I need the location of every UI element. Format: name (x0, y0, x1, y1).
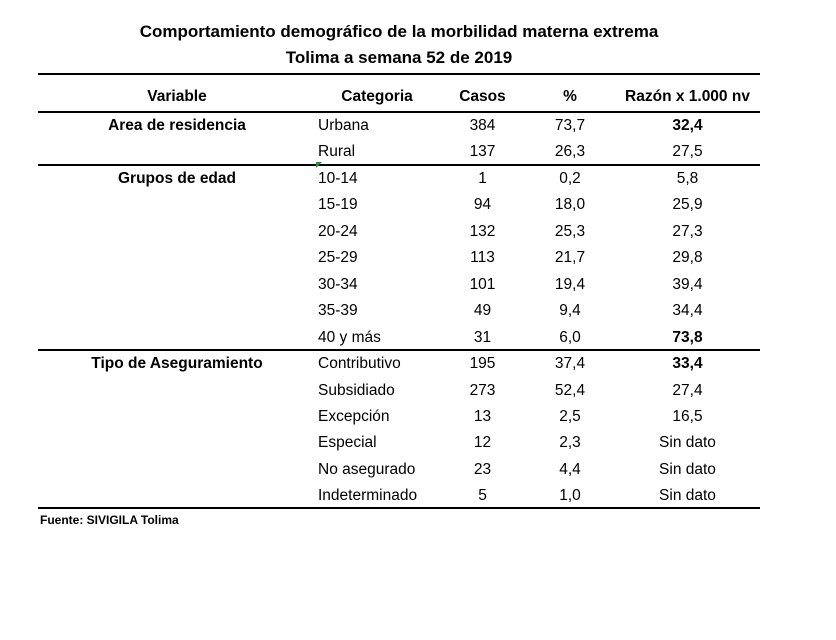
source-footer: Fuente: SIVIGILA Tolima (40, 513, 179, 527)
variable-label: Tipo de Aseguramiento (91, 355, 263, 373)
category-cell: 10-14 (318, 169, 358, 187)
casos-cell: 195 (469, 355, 496, 373)
razon-cell: 25,9 (672, 196, 703, 214)
razon-cell: 33,4 (672, 355, 703, 373)
pct-cell: 52,4 (554, 381, 586, 399)
category-cell: Subsidiado (318, 381, 395, 399)
razon-cell: 34,4 (672, 302, 703, 320)
pct-cell: 73,7 (554, 117, 586, 134)
pct-cell: 9,4 (559, 302, 581, 320)
category-cell: 20-24 (318, 222, 358, 240)
razon-cell: Sin dato (659, 487, 716, 505)
category-cell: 35-39 (318, 302, 358, 320)
variable-label: Grupos de edad (118, 169, 236, 187)
razon-cell: 73,8 (672, 328, 703, 346)
razon-cell: 39,4 (672, 275, 703, 293)
razon-cell: Sin dato (659, 434, 716, 452)
pct-cell: 4,4 (559, 460, 581, 478)
group-rule-1 (38, 164, 760, 166)
category-cell: Indeterminado (318, 487, 418, 505)
pct-cell: 19,4 (554, 275, 586, 293)
razon-cell: Sin dato (659, 460, 716, 478)
table-title-line-2: Tolima a semana 52 de 2019 (285, 48, 513, 67)
pct-cell: 1,0 (559, 487, 581, 505)
category-cell: 40 y más (318, 328, 381, 346)
pct-cell: 2,3 (559, 434, 581, 452)
razon-cell: 27,3 (672, 222, 703, 240)
casos-cell: 113 (470, 249, 495, 267)
header-razon: Razón x 1.000 nv (625, 88, 750, 105)
category-cell: 25-29 (318, 249, 358, 267)
razon-cell: 16,5 (672, 407, 703, 425)
casos-cell: 384 (469, 117, 496, 134)
razon-cell: 32,4 (672, 117, 703, 134)
category-cell: Contributivo (318, 355, 401, 373)
pct-cell: 25,3 (554, 222, 586, 240)
pct-cell: 18,0 (554, 196, 586, 214)
casos-cell: 94 (473, 196, 492, 214)
category-cell: Rural (318, 143, 356, 161)
razon-cell: 27,4 (672, 381, 703, 399)
casos-cell: 132 (469, 222, 496, 240)
table-title-line-1: Comportamiento demográfico de la morbilidad materna extrema (139, 22, 659, 41)
razon-cell: 5,8 (676, 169, 699, 187)
header-categoria: Categoria (341, 88, 413, 105)
category-cell: 15-19 (318, 196, 358, 214)
category-cell: Urbana (318, 117, 369, 134)
casos-cell: 273 (469, 381, 496, 399)
casos-cell: 49 (473, 302, 492, 320)
pct-cell: 6,0 (559, 328, 581, 346)
casos-cell: 13 (473, 407, 492, 425)
header-casos: Casos (459, 88, 506, 105)
variable-label: Area de residencia (108, 117, 246, 134)
casos-cell: 137 (469, 143, 496, 161)
pct-cell: 21,7 (554, 249, 586, 267)
pct-cell: 0,2 (559, 169, 581, 187)
casos-cell: 5 (478, 487, 487, 505)
category-cell: Excepción (318, 407, 390, 425)
casos-cell: 31 (473, 328, 492, 346)
category-cell: Especial (318, 434, 377, 452)
pct-cell: 2,5 (559, 407, 581, 425)
pct-cell: 37,4 (554, 355, 586, 373)
header-pct: % (563, 88, 577, 105)
header-rule (38, 111, 760, 113)
razon-cell: 29,8 (672, 249, 703, 267)
casos-cell: 23 (473, 460, 492, 478)
category-cell: No asegurado (318, 460, 416, 478)
pct-cell: 26,3 (554, 143, 586, 161)
top-rule (38, 73, 760, 75)
casos-cell: 12 (473, 434, 492, 452)
group-rule-2 (38, 349, 760, 351)
casos-cell: 101 (469, 275, 496, 293)
header-variable: Variable (147, 88, 207, 105)
razon-cell: 27,5 (672, 143, 703, 161)
category-cell: 30-34 (318, 275, 358, 293)
casos-cell: 1 (478, 169, 487, 187)
